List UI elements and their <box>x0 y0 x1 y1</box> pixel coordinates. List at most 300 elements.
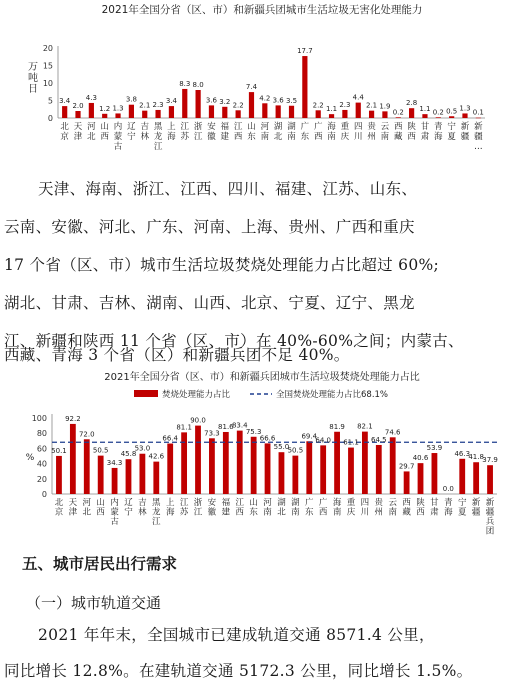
chart2-bar <box>209 438 215 494</box>
chart1-bar <box>155 110 160 118</box>
chart1-x-tick-char: 安 <box>207 122 216 132</box>
chart-incineration-share <box>0 366 505 544</box>
legend-bar-swatch <box>134 390 158 397</box>
chart1-x-tick-char: 新 <box>460 122 470 132</box>
chart2-bar <box>237 431 243 494</box>
chart1-title: 2021年全国分省（区、市）和新疆兵团城市生活垃圾无害化处理能力 <box>101 4 423 16</box>
chart1-bar <box>89 103 94 118</box>
chart1-x-tick-char: 北 <box>60 122 69 132</box>
chart1-bar <box>462 113 467 118</box>
chart2-x-tick-char: 南 <box>332 507 342 518</box>
chart1-x-tick-char: 江 <box>180 122 190 132</box>
chart2-bar <box>418 463 424 494</box>
chart2-x-tick-char: 湖 <box>277 498 286 508</box>
chart2-x-tick-char: 重 <box>346 498 356 508</box>
chart2-data-label: 66.4 <box>162 434 178 443</box>
chart1-x-tick-char: 龙 <box>153 132 163 142</box>
chart1-x-tick-char: 东 <box>300 132 310 142</box>
chart2-x-tick-char: 山 <box>249 498 258 508</box>
chart1-bar <box>476 118 481 119</box>
chart1-x-tick-char: 南 <box>287 132 296 142</box>
chart2-x-tick-char: 天 <box>68 498 78 508</box>
chart1-bar <box>342 110 347 118</box>
chart2-bar <box>251 437 257 494</box>
chart1-ylabel-char: 万 <box>28 62 38 73</box>
chart2-x-tick-char: 江 <box>152 517 161 527</box>
chart1-x-tick-char: 宁 <box>447 122 456 132</box>
chart2-x-tick-char: 徽 <box>207 507 217 518</box>
chart2-x-tick-char: 西 <box>318 507 328 518</box>
chart2-x-tick-char: 江 <box>235 498 244 508</box>
chart2-data-label: 53.0 <box>134 444 151 453</box>
section-subheading: （一）城市轨道交通 <box>26 594 162 612</box>
chart1-bar <box>62 106 67 118</box>
chart1-ylabel-char: 吨 <box>28 73 38 84</box>
chart2-data-label: 46.3 <box>454 449 471 458</box>
chart1-x-tick-char: 湖 <box>273 122 283 132</box>
chart1-x-tick-char: 山 <box>247 122 256 132</box>
section-heading: 五、城市居民出行需求 <box>22 555 178 573</box>
chart2-data-label: 83.4 <box>231 421 248 430</box>
chart2-x-tick-char: 庆 <box>346 507 356 518</box>
chart1-data-label: 0.2 <box>392 108 404 117</box>
chart2-bar <box>487 465 493 494</box>
chart2-data-label: 50.5 <box>92 446 109 455</box>
chart2-data-label: 55.0 <box>273 443 290 452</box>
chart1-x-tick-char: 海 <box>434 132 443 142</box>
chart1-ylabel-char: 日 <box>28 84 38 95</box>
chart1-x-tick-char: 南 <box>380 132 390 142</box>
chart1-bar <box>102 114 107 118</box>
chart1-x-tick-char: 京 <box>60 132 69 142</box>
chart2-x-tick-char: 浙 <box>193 498 203 508</box>
chart1-data-label: 3.6 <box>205 96 218 105</box>
chart2-bar <box>181 432 187 494</box>
chart2-x-tick-char: 疆 <box>485 507 495 518</box>
chart2-x-tick-char: 西 <box>235 507 244 518</box>
chart2-bar <box>126 459 132 494</box>
chart1-x-tick-char: 新 <box>474 122 483 132</box>
chart1-data-label: 8.3 <box>179 79 191 88</box>
chart2-bar <box>362 432 368 494</box>
paragraph-line: 同比增长 12.8%。在建轨道交通 5172.3 公里，同比增长 1.5%。 <box>4 662 473 680</box>
chart1-bar <box>302 56 307 118</box>
chart1-x-tick-char: 夏 <box>447 132 456 142</box>
chart2-x-tick-char: 青 <box>444 498 453 508</box>
chart2-bar <box>390 437 396 494</box>
chart1-x-tick-char: 苏 <box>180 132 190 142</box>
chart1-bar <box>182 89 187 118</box>
chart2-x-tick-char: 新 <box>471 498 481 508</box>
chart2-bar <box>348 448 354 494</box>
chart2-data-label: 42.6 <box>148 452 165 461</box>
chart2-x-tick-char: 南 <box>291 507 300 518</box>
chart2-x-tick-char: 海 <box>165 507 175 518</box>
chart2-x-tick-char: 北 <box>54 498 64 508</box>
paragraph-line: 江、新疆和陕西 11 个省（区、市）在 40%-60%之间；内蒙古、 <box>4 332 464 350</box>
chart1-bar <box>396 117 401 118</box>
chart1-y-tick-label: 5 <box>47 96 53 106</box>
legend-bar-label: 焚烧处理能力占比 <box>162 390 231 400</box>
chart1-data-label: 3.5 <box>285 96 298 105</box>
chart2-bar <box>70 424 76 494</box>
chart2-x-tick-labels <box>55 497 495 537</box>
chart2-x-tick-char: 上 <box>165 498 175 508</box>
paragraph-line: 2021 年年末，全国城市已建成轨道交通 8571.4 公里， <box>38 626 435 644</box>
chart2-x-tick-char: 夏 <box>457 507 467 518</box>
chart1-x-tick-char: 东 <box>247 132 256 142</box>
chart1-data-label: 3.8 <box>125 95 137 104</box>
chart1-data-labels <box>59 47 484 117</box>
chart1-y-tick-label: 20 <box>42 44 53 53</box>
chart2-x-tick-char: 安 <box>207 498 217 508</box>
chart1-bars <box>62 56 481 118</box>
chart2-data-label: 45.8 <box>120 450 137 459</box>
chart2-bar <box>112 468 118 494</box>
chart2-data-label: 92.2 <box>65 414 81 423</box>
chart1-x-tick-char: 重 <box>340 122 350 132</box>
chart2-x-tick-char: 广 <box>305 498 314 508</box>
chart1-data-label: 2.3 <box>152 100 164 109</box>
chart-harmless-treatment-capacity <box>0 0 505 150</box>
chart1-x-tick-char: 江 <box>193 132 203 142</box>
chart2-x-tick-char: 河 <box>82 498 92 508</box>
chart1-bar <box>449 116 454 118</box>
chart2-data-label: 81.9 <box>329 422 345 431</box>
chart2-x-tick-char: 建 <box>221 507 231 518</box>
chart1-x-tick-char: 肃 <box>420 132 430 142</box>
chart2-bar <box>376 445 382 494</box>
chart2-x-tick-char: 京 <box>54 507 64 518</box>
chart1-x-tick-char: 湖 <box>287 122 296 132</box>
chart1-bar <box>316 110 321 118</box>
chart1-x-tick-char: 河 <box>87 122 96 132</box>
chart2-bar <box>167 444 173 494</box>
chart1-bar <box>209 105 214 118</box>
chart2-data-label: 0.0 <box>442 485 454 493</box>
chart2-bar <box>223 432 229 494</box>
chart2-data-label: 66.6 <box>259 434 276 443</box>
chart1-bar <box>262 103 267 118</box>
chart1-x-tick-char: 庆 <box>340 132 350 142</box>
chart1-x-tick-char: 林 <box>140 132 149 142</box>
chart2-x-tick-char: 州 <box>374 507 384 518</box>
chart2-data-label: 75.3 <box>245 427 262 436</box>
chart1-data-label: 2.2 <box>312 101 324 110</box>
chart2-x-tick-char: 兵 <box>485 517 495 527</box>
chart2-x-tick-char: 苏 <box>179 507 189 518</box>
chart2-ylabel: % <box>25 453 35 463</box>
chart2-x-tick-char: 甘 <box>430 498 439 508</box>
chart2-x-tick-char: 肃 <box>430 507 439 518</box>
chart1-ylabel <box>28 61 38 95</box>
chart1-bar <box>289 106 294 118</box>
chart2-x-tick-char: 古 <box>110 517 119 527</box>
chart2-x-tick-char: 蒙 <box>110 507 119 518</box>
chart1-x-tick-char: 陕 <box>407 122 416 132</box>
chart2-data-label: 72.0 <box>78 430 95 439</box>
chart2-x-tick-char: 西 <box>96 507 105 518</box>
chart2-data-label: 74.6 <box>384 428 401 437</box>
chart1-data-label: 4.2 <box>259 94 271 103</box>
paragraph-line: 云南、安徽、河北、广东、河南、上海、贵州、广西和重庆 <box>4 218 415 236</box>
chart1-x-tick-char: 辽 <box>127 122 136 132</box>
chart1-x-tick-char: 南 <box>260 132 270 142</box>
chart2-x-tick-char: 北 <box>82 507 92 518</box>
chart2-bar <box>56 456 62 494</box>
chart2-x-tick-char: 江 <box>193 507 203 518</box>
chart1-bar <box>369 111 374 118</box>
chart1-data-label: 3.4 <box>165 97 177 106</box>
chart2-x-tick-char: 贵 <box>374 498 384 508</box>
chart1-data-label: 8.0 <box>192 81 204 89</box>
chart2-bar <box>292 456 298 494</box>
chart1-bar <box>75 111 80 118</box>
chart2-data-labels <box>51 415 498 493</box>
chart1-x-tick-char: 疆 <box>460 132 470 142</box>
chart2-data-label: 37.9 <box>482 456 498 465</box>
chart1-x-tick-char: 西 <box>407 132 416 142</box>
chart2-data-label: 50.1 <box>51 446 67 455</box>
chart1-x-tick-char: 西 <box>394 122 403 132</box>
chart2-title: 2021年全国分省（区、市）和新疆兵团城市生活垃圾焚烧处理能力占比 <box>104 372 420 383</box>
chart1-x-tick-char: 上 <box>167 122 176 132</box>
chart1-data-label: 2.0 <box>72 102 84 110</box>
chart1-data-label: 1.2 <box>99 104 111 113</box>
chart2-bar <box>279 452 285 494</box>
chart1-data-label: 0.5 <box>446 107 458 116</box>
chart1-x-tick-char: 北 <box>273 132 283 142</box>
chart1-bar <box>249 92 254 118</box>
chart1-x-tick-char: 河 <box>260 122 270 132</box>
chart2-x-tick-char: 黑 <box>152 498 161 508</box>
chart2-data-label: 90.0 <box>190 416 206 425</box>
chart1-y-tick-label: 15 <box>42 61 53 71</box>
chart2-data-label: 81.6 <box>218 422 234 431</box>
chart1-x-tick-char: 西 <box>100 132 109 142</box>
chart2-data-label: 69.4 <box>301 432 318 441</box>
chart1-data-label: 3.4 <box>59 97 71 106</box>
chart2-x-tick-char: 吉 <box>138 498 147 508</box>
chart1-x-tick-char: 江 <box>233 122 243 132</box>
chart2-y-tick-label: 0 <box>41 490 47 499</box>
chart1-bar <box>356 103 361 118</box>
chart1-x-tick-char: 海 <box>167 132 176 142</box>
chart2-x-tick-char: 西 <box>402 498 411 508</box>
chart2-bar <box>404 471 410 494</box>
chart1-data-label: 2.8 <box>406 99 418 108</box>
chart2-x-tick-char: 北 <box>277 507 286 518</box>
chart1-x-tick-char: 宁 <box>127 132 136 142</box>
chart1-x-tick-char: 广 <box>313 122 323 132</box>
chart2-data-label: 40.6 <box>412 454 429 463</box>
chart2-x-tick-char: 福 <box>221 498 231 508</box>
chart1-x-tick-char: 四 <box>353 122 363 132</box>
chart2-x-tick-char: 江 <box>179 498 189 508</box>
chart2-x-tick-char: 东 <box>305 507 314 518</box>
chart1-x-tick-char: 内 <box>113 122 123 132</box>
chart2-bar <box>334 432 340 494</box>
chart1-x-tick-char: 吉 <box>140 122 149 132</box>
chart2-y-tick-label: 20 <box>36 474 47 484</box>
chart1-x-tick-char: 云 <box>380 122 390 132</box>
chart2-x-tick-char: 新 <box>485 498 495 508</box>
chart2-x-tick-char: 林 <box>138 507 147 518</box>
chart1-data-label: 1.3 <box>112 104 124 113</box>
chart1-x-tick-char: 福 <box>220 122 230 132</box>
chart1-x-tick-char: 建 <box>220 132 230 142</box>
chart1-x-tick-char: 天 <box>73 122 83 132</box>
chart1-x-tick-char: 北 <box>87 132 96 142</box>
chart2-data-label: 73.3 <box>204 429 220 438</box>
chart2-bar <box>84 439 90 494</box>
chart1-x-tick-char: 西 <box>233 132 243 142</box>
chart1-data-label: 4.3 <box>85 93 97 102</box>
chart1-x-tick-char: 蒙 <box>113 132 123 142</box>
chart1-data-label: 4.4 <box>352 93 364 102</box>
chart2-x-tick-char: 宁 <box>124 507 133 518</box>
chart1-data-label: 0.2 <box>432 108 444 117</box>
chart2-x-tick-char: 云 <box>388 498 397 508</box>
chart2-x-tick-char: 疆 <box>471 507 481 518</box>
chart2-bar <box>139 454 145 494</box>
chart2-data-label: 50.5 <box>287 446 304 455</box>
chart2-x-tick-char: 海 <box>332 498 342 508</box>
chart2-bar <box>265 443 271 494</box>
chart1-data-label: 7.4 <box>245 83 258 92</box>
chart1-x-tick-char: 疆 <box>474 132 483 142</box>
chart1-bar <box>196 90 201 118</box>
chart1-data-label: 2.2 <box>232 101 244 110</box>
chart1-x-tick-char: 藏 <box>394 132 403 142</box>
chart1-y-tick-label: 10 <box>42 79 53 88</box>
chart1-data-label: 2.1 <box>366 101 378 110</box>
paragraph-line: 天津、海南、浙江、江西、四川、福建、江苏、山东、 <box>38 180 418 198</box>
chart1-bar <box>169 106 174 118</box>
chart1-bar <box>115 113 120 118</box>
chart1-data-label: 0.1 <box>472 108 484 117</box>
chart1-x-tick-char: 甘 <box>420 122 430 132</box>
chart1-data-label: 1.1 <box>419 105 431 114</box>
chart1-x-tick-char: 黑 <box>153 122 163 132</box>
chart2-x-tick-char: 四 <box>360 498 370 508</box>
chart2-x-tick-char: 西 <box>416 507 425 518</box>
chart2-bar <box>473 462 479 494</box>
chart2-x-tick-char: 南 <box>388 507 397 518</box>
chart2-data-label: 64.0 <box>315 436 331 445</box>
chart1-bar <box>382 111 387 118</box>
chart2-y-tick-label: 40 <box>36 459 47 469</box>
chart2-data-label: 41.8 <box>468 453 484 462</box>
chart2-x-tick-char: 湖 <box>291 498 300 508</box>
chart1-x-tick-char: 徽 <box>207 132 216 142</box>
chart1-data-label: 3.2 <box>219 97 231 106</box>
chart2-y-tick-label: 100 <box>31 414 47 423</box>
chart1-x-tick-char: 津 <box>73 132 83 142</box>
chart1-x-tick-char: 古 <box>113 142 123 150</box>
chart1-x-tick-char: 江 <box>153 142 163 150</box>
chart1-x-tick-char: 青 <box>434 122 443 132</box>
chart2-x-tick-char: 辽 <box>124 498 133 508</box>
chart2-x-tick-char: 河 <box>263 498 272 508</box>
chart2-bar <box>432 453 438 494</box>
chart2-x-tick-char: 山 <box>96 498 105 508</box>
chart2-x-tick-char: 藏 <box>402 507 411 518</box>
chart1-x-tick-char: 浙 <box>193 122 203 132</box>
chart1-bar <box>276 105 281 118</box>
chart2-data-label: 53.9 <box>426 444 443 453</box>
chart2-x-tick-char: 广 <box>318 498 328 508</box>
chart2-x-tick-char: 川 <box>360 507 370 518</box>
chart2-y-tick-label: 60 <box>36 444 47 454</box>
chart1-data-label: 1.3 <box>459 104 471 113</box>
chart1-x-tick-char: 南 <box>327 132 336 142</box>
chart1-y-tick-label: 0 <box>47 114 53 123</box>
chart2-data-label: 81.1 <box>176 423 192 432</box>
chart2-x-tick-char: 龙 <box>152 507 161 518</box>
chart1-x-tick-char: 西 <box>313 132 323 142</box>
chart2-bar <box>320 445 326 494</box>
chart2-bar <box>98 456 104 494</box>
chart1-x-tick-char: 广 <box>300 122 310 132</box>
chart2-bar <box>306 441 312 494</box>
paragraph-line: 西藏、青海 3 个省（区）和新疆兵团不足 40%。 <box>4 346 350 364</box>
chart2-x-tick-char: 陕 <box>416 498 425 508</box>
chart2-x-tick-char: 宁 <box>457 498 467 508</box>
chart2-data-label: 34.3 <box>106 458 123 467</box>
chart1-bar <box>222 107 227 118</box>
chart1-x-tick-char: 贵 <box>367 122 376 132</box>
chart2-x-tick-char: 南 <box>263 507 272 518</box>
chart1-x-tick-char: 海 <box>327 122 336 132</box>
chart1-bar <box>329 114 334 118</box>
chart1-data-label: 1.1 <box>325 105 338 114</box>
chart2-data-label: 64.5 <box>371 435 387 444</box>
chart2-bar <box>459 459 465 494</box>
chart2-bar <box>153 462 159 494</box>
paragraph-line: 17 个省（区、市）城市生活垃圾焚烧处理能力占比超过 60%; <box>4 256 440 274</box>
chart2-y-tick-label: 80 <box>36 429 47 439</box>
chart1-data-label: 17.7 <box>297 47 313 56</box>
chart1-data-label: 1.9 <box>379 102 391 111</box>
chart1-x-tick-labels <box>60 121 483 150</box>
chart1-x-tick-char: 川 <box>353 132 363 142</box>
legend-line-label: 全国焚烧处理能力占比68.1% <box>276 390 389 400</box>
chart2-x-tick-char: 津 <box>68 507 78 518</box>
chart1-x-tick-char: 州 <box>367 132 376 142</box>
chart2-data-label: 61.1 <box>343 438 359 447</box>
chart2-bar <box>195 426 201 494</box>
chart1-data-label: 2.3 <box>339 100 351 109</box>
chart2-x-tick-char: 海 <box>444 507 453 518</box>
chart1-bar <box>422 114 427 118</box>
chart2-x-tick-char: 东 <box>249 507 258 518</box>
chart1-x-tick-char: 山 <box>100 122 109 132</box>
chart1-bar <box>409 108 414 118</box>
chart2-x-tick-char: 团 <box>485 526 495 537</box>
chart2-data-label: 29.7 <box>398 462 415 471</box>
chart1-x-tick-char: … <box>474 142 483 150</box>
chart1-data-label: 3.6 <box>272 96 284 105</box>
chart2-data-label: 82.1 <box>357 422 373 431</box>
chart2-legend <box>134 389 388 400</box>
paragraph-line: 湖北、甘肃、吉林、湖南、山西、北京、宁夏、辽宁、黑龙 <box>4 294 415 312</box>
chart1-bar <box>236 110 241 118</box>
chart1-bar <box>142 111 147 118</box>
chart1-data-label: 2.1 <box>139 101 151 110</box>
chart1-bar <box>129 105 134 118</box>
chart1-bar <box>436 117 441 118</box>
